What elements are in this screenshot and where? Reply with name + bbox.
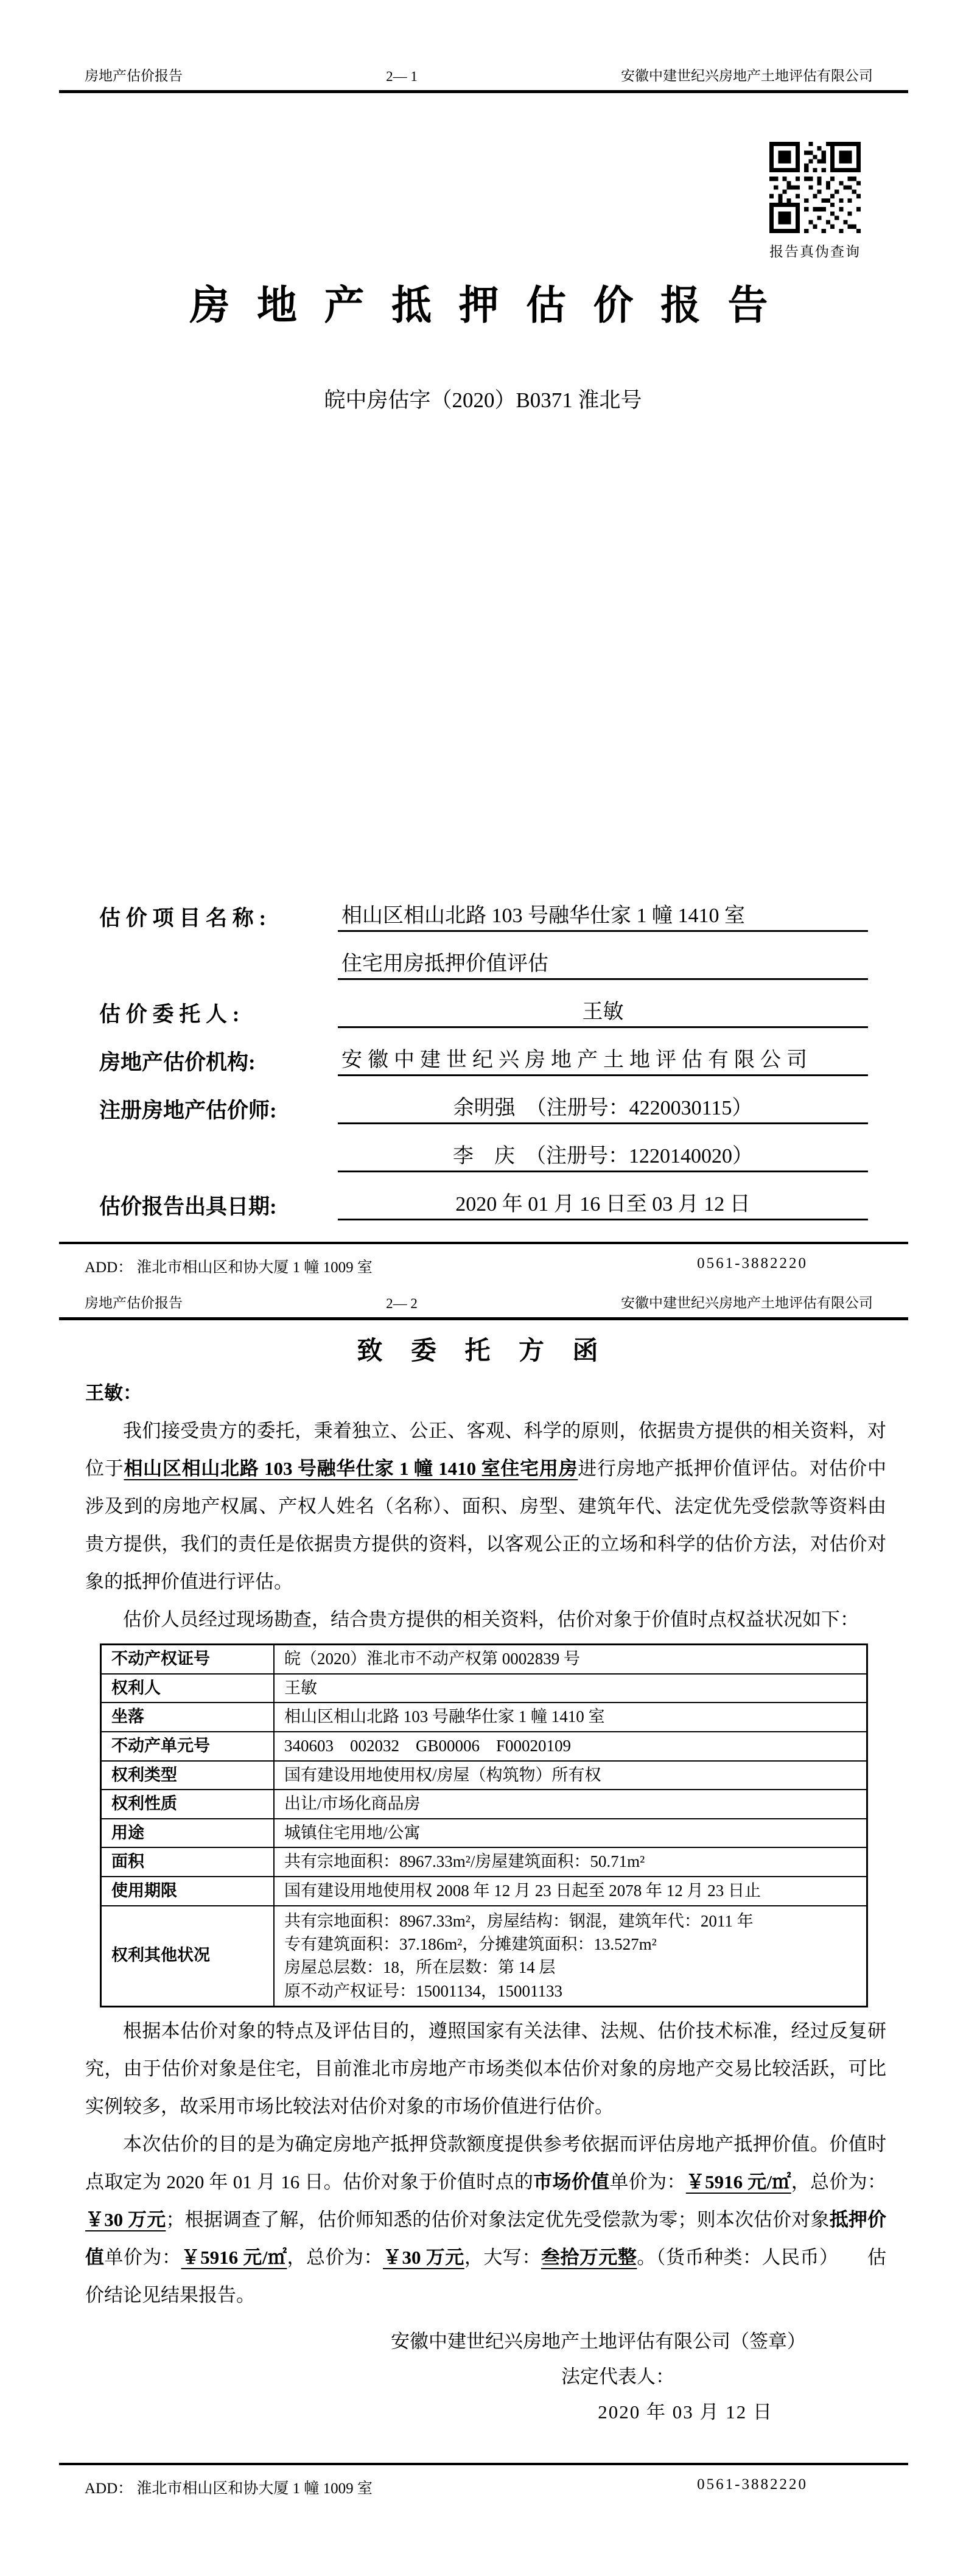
row-value: 共有宗地面积：8967.33m²/房屋建筑面积：50.71m² (274, 1847, 867, 1877)
table-row-usage (101, 1819, 867, 1848)
page1-footer (59, 1242, 908, 1277)
header-doc-type: 房地产估价报告 (85, 1295, 183, 1311)
field-value-underlined: 2020 年 01 月 16 日至 03 月 12 日 (338, 1187, 868, 1220)
para4-total-price-2: ￥30 万元 (383, 2246, 464, 2268)
para4-seg2: 单价为： (609, 2171, 686, 2193)
row-label: 坐落 (101, 1703, 275, 1732)
page2-footer (59, 2463, 908, 2498)
para4-seg14: 。（货币种类：人民币） 估价结论见结果报告。 (85, 2246, 886, 2306)
para4-seg4: ，总价为： (791, 2171, 886, 2193)
field-issue-date (99, 1172, 868, 1220)
signature-date: 2020 年 03 月 12 日 (598, 2401, 773, 2423)
signature-block (85, 2324, 886, 2430)
table-row-use-term (101, 1877, 867, 1906)
report-doc-number: 皖中房估字（2020）B0371 淮北号 (324, 388, 642, 412)
row-value: 王敏 (274, 1674, 867, 1703)
qr-verification-block (769, 142, 861, 261)
row-value: 340603 002032 GB00006 F00020109 (274, 1732, 867, 1761)
footer-address: ADD： 淮北市相山区和协大厦 1 幢 1009 室 (85, 2480, 373, 2497)
para4-mortgage-value-term: 抵押价值 (85, 2208, 886, 2268)
table-row-owner (101, 1674, 867, 1703)
table-row-other-status (101, 1906, 867, 2007)
row-label: 权利其他状况 (101, 1906, 275, 2007)
other-status-line: 房屋总层数：18，所在层数：第 14 层 (284, 1958, 556, 1977)
row-label: 不动产单元号 (101, 1732, 275, 1761)
row-value: 城镇住宅用地/公寓 (274, 1819, 867, 1848)
para4-seg10: ，总价为： (287, 2246, 383, 2268)
row-label: 不动产权证号 (101, 1645, 275, 1674)
table-row-cert-no (101, 1645, 867, 1674)
para4-total-price-1: ￥30 万元 (85, 2208, 166, 2230)
row-value: 相山区相山北路 103 号融华仕家 1 幢 1410 室 (274, 1703, 867, 1732)
field-value-underlined: 安徽中建世纪兴房地产土地评估有限公司 (338, 1043, 868, 1076)
footer-phone: 0561-3882220 (697, 1255, 808, 1272)
header-page-number: 2— 1 (386, 69, 418, 84)
paragraph-4 (85, 2126, 886, 2314)
header-company-name: 安徽中建世纪兴房地产土地评估有限公司 (621, 68, 873, 83)
row-value: 皖（2020）淮北市不动产权第 0002839 号 (274, 1645, 867, 1674)
property-rights-table (100, 1643, 868, 2007)
table-row-location (101, 1703, 867, 1732)
signature-legal-rep: 法定代表人： (561, 2365, 674, 2387)
para1-subject-property: 相山区相山北路 103 号融华仕家 1 幢 1410 室住宅用房 (124, 1458, 578, 1479)
field-value-underlined: 住宅用房抵押价值评估 (338, 947, 868, 980)
footer-address: ADD： 淮北市相山区和协大厦 1 幢 1009 室 (85, 1259, 373, 1276)
paragraph-3: 根据本估价对象的特点及评估目的，遵照国家有关法律、法规、估价技术标准，经过反复研究，由于估价对象是住宅，目前淮北市房地产市场类似本估价对象的房地产交易比较活跃，可比实例较多，故采用市场比较法对估价对象的市场价值进行估价。 (85, 2020, 886, 2117)
row-label: 权利性质 (101, 1790, 275, 1819)
header-company-name: 安徽中建世纪兴房地产土地评估有限公司 (621, 1295, 873, 1311)
letter-title: 致 委 托 方 函 (357, 1337, 609, 1365)
row-label: 使用期限 (101, 1877, 275, 1906)
row-value: 国有建设用地使用权/房屋（构筑物）所有权 (274, 1761, 867, 1790)
field-appraiser-1 (99, 1076, 868, 1124)
para1-seg0: 我们接受贵方的委托，秉着独立、公正、客观、科学的原则，依据贵方提供的相关资料，对位于 (85, 1420, 886, 1479)
field-project-name (99, 884, 868, 932)
field-value-underlined: 相山区相山北路 103 号融华仕家 1 幢 1410 室 (338, 898, 868, 932)
para1-seg2: 进行房地产抵押价值评估。对估价中涉及到的房地产权属、产权人姓名（名称）、面积、房型、建筑年代、法定优先受偿款等资料由贵方提供，我们的责任是依据贵方提供的资料，以客观公正的立场和科学的估价方法，对估价对象的抵押价值进行评估。 (85, 1458, 886, 1592)
header-page-number: 2— 2 (386, 1296, 418, 1311)
table-row-unit-no (101, 1732, 867, 1761)
row-label: 权利类型 (101, 1761, 275, 1790)
field-project-name-line2 (99, 932, 868, 980)
other-status-line: 原不动产权证号：15001134，15001133 (284, 1981, 562, 2000)
field-label: 估 价 项 目 名 称 : (99, 906, 267, 930)
row-value: 国有建设用地使用权 2008 年 12 月 23 日起至 2078 年 12 月 23 日止 (274, 1877, 867, 1906)
field-client (99, 980, 868, 1028)
table-row-right-nature (101, 1790, 867, 1819)
para4-unit-price-2: ￥5916 元/㎡ (181, 2246, 287, 2268)
other-status-line: 共有宗地面积：8967.33m²，房屋结构：钢混，建筑年代：2011 年 (284, 1911, 754, 1930)
letter-body (85, 1374, 886, 2458)
para4-seg0: 本次估价的目的是为确定房地产抵押贷款额度提供参考依据而评估房地产抵押价值。价值时点取定为 2020 年 01 月 16 日。估价对象于价值时点的 (85, 2133, 886, 2193)
para4-amount-in-words: 叁拾万元整 (541, 2246, 637, 2268)
report-main-title: 房 地 产 抵 押 估 价 报 告 (189, 284, 777, 328)
table-row-area (101, 1847, 867, 1877)
field-value-underlined: 王敏 (338, 995, 868, 1028)
field-agency (99, 1028, 868, 1076)
field-label: 房地产估价机构: (99, 1051, 256, 1074)
para4-unit-price-1: ￥5916 元/㎡ (685, 2171, 791, 2193)
signature-company: 安徽中建世纪兴房地产土地评估有限公司（签章） (391, 2330, 806, 2352)
page2-running-header (59, 1292, 908, 1320)
paragraph-1 (85, 1412, 886, 1601)
para4-seg8: 单价为： (104, 2246, 181, 2268)
field-appraiser-2 (99, 1124, 868, 1172)
row-label: 权利人 (101, 1674, 275, 1703)
table-row-right-type (101, 1761, 867, 1790)
salutation: 王敏： (85, 1382, 142, 1404)
page1-running-header (59, 65, 908, 93)
para4-seg12: ，大写： (464, 2246, 541, 2268)
row-value: 出让/市场化商品房 (274, 1790, 867, 1819)
para4-seg6: ；根据调查了解，估价师知悉的估价对象法定优先受偿款为零；则本次估价对象 (166, 2208, 830, 2230)
header-doc-type: 房地产估价报告 (85, 68, 183, 83)
field-label: 估 价 委 托 人 : (99, 1003, 240, 1026)
qr-caption: 报告真伪查询 (769, 244, 861, 259)
cover-fields (99, 884, 868, 1220)
paragraph-2: 估价人员经过现场勘查，结合贵方提供的相关资料，估价对象于价值时点权益状况如下： (123, 1609, 859, 1630)
field-label: 估价报告出具日期: (99, 1195, 277, 1219)
row-value (274, 1906, 867, 2007)
para4-market-value-term: 市场价值 (533, 2171, 610, 2193)
field-value-underlined: 余明强 （注册号：4220030115） (338, 1091, 868, 1124)
field-label: 注册房地产估价师: (99, 1099, 277, 1122)
row-label: 用途 (101, 1819, 275, 1848)
footer-phone: 0561-3882220 (697, 2476, 808, 2493)
row-label: 面积 (101, 1847, 275, 1877)
other-status-line: 专有建筑面积：37.186m²，分摊建筑面积：13.527m² (284, 1934, 657, 1953)
field-value-underlined: 李 庆 （注册号：1220140020） (338, 1139, 868, 1172)
qr-code-icon (769, 142, 861, 233)
